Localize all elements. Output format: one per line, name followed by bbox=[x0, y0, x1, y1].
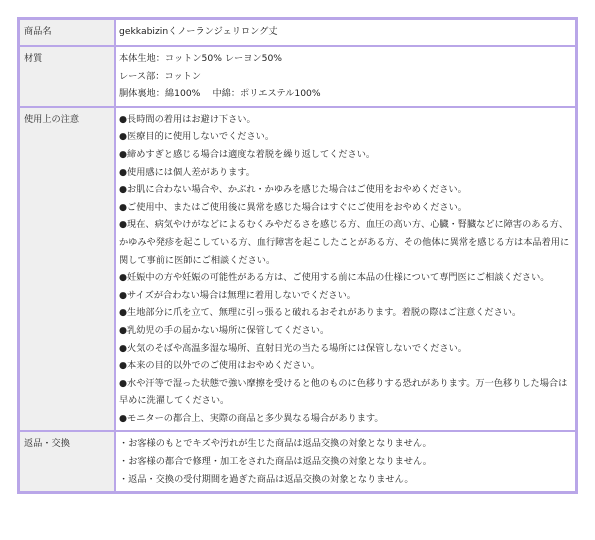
caution-item: ●お肌に合わない場合や、かぶれ・かゆみを感じた場合はご使用をおやめください。 bbox=[119, 184, 467, 196]
label-cautions: 使用上の注意 bbox=[19, 107, 115, 432]
value-material bbox=[115, 46, 576, 107]
label-material: 材質 bbox=[19, 46, 115, 107]
product-spec-table bbox=[17, 17, 578, 494]
value-cautions bbox=[115, 107, 576, 432]
caution-item: ●水や汗等で湿った状態で強い摩擦を受けると他のものに色移りする恐れがあります。万一色移りした場合は早めに洗濯してください。 bbox=[119, 377, 568, 407]
caution-item: ●使用感には個人差があります。 bbox=[119, 166, 255, 178]
material-line: 胴体裏地：綿100% 中綿：ポリエステル100% bbox=[119, 88, 321, 100]
row-product-name bbox=[19, 19, 576, 46]
value-product-name bbox=[115, 19, 576, 46]
caution-item: ●乳幼児の手の届かない場所に保管してください。 bbox=[119, 324, 330, 336]
caution-item: ●モニターの都合上、実際の商品と多少異なる場合があります。 bbox=[119, 412, 384, 424]
row-material bbox=[19, 46, 576, 107]
caution-item: ●現在、病気やけがなどによるむくみやだるさを感じる方、血圧の高い方、心臓・腎臓などに障害のある方、かゆみや発疹を起こしている方、血行障害を起こしたことがある方、その他体に異常を感じる方は本品着用に関して事前に医師にご相談ください。 bbox=[119, 219, 570, 266]
row-returns bbox=[19, 431, 576, 492]
caution-item: ●締めすぎと感じる場合は適度な着脱を繰り返してください。 bbox=[119, 148, 376, 160]
caution-item: ●妊娠中の方や妊娠の可能性がある方は、ご使用する前に本品の仕様について専門医にご相談ください。 bbox=[119, 272, 550, 284]
label-product-name: 商品名 bbox=[19, 19, 115, 46]
material-line: レース部：コットン bbox=[119, 70, 202, 82]
returns-item: ・返品・交換の受付期間を過ぎた商品は返品交換の対象となりません。 bbox=[119, 473, 414, 485]
material-line: 本体生地：コットン50% レーヨン50% bbox=[119, 53, 283, 64]
product-name-text: gekkabizinくノーランジェリロング丈 bbox=[119, 26, 278, 37]
returns-item: ・お客様のもとでキズや汚れが生じた商品は返品交換の対象となりません。 bbox=[119, 438, 432, 450]
value-returns bbox=[115, 431, 576, 492]
row-cautions bbox=[19, 107, 576, 432]
caution-item: ●医療目的に使用しないでください。 bbox=[119, 131, 275, 143]
caution-item: ●長時間の着用はお避け下さい。 bbox=[119, 113, 256, 125]
label-returns: 返品・交換 bbox=[19, 431, 115, 492]
caution-item: ●ご使用中、またはご使用後に異常を感じた場合はすぐにご使用をおやめください。 bbox=[119, 201, 467, 213]
caution-item: ●サイズが合わない場合は無理に着用しないでください。 bbox=[119, 289, 356, 301]
caution-item: ●生地部分に爪を立て、無理に引っ張ると破れるおそれがあります。着脱の際はご注意ください。 bbox=[119, 307, 522, 319]
caution-item: ●本来の目的以外でのご使用はおやめください。 bbox=[119, 360, 320, 372]
returns-item: ・お客様の都合で修理・加工をされた商品は返品交換の対象となりません。 bbox=[119, 456, 432, 468]
caution-item: ●火気のそばや高温多湿な場所、直射日光の当たる場所には保管しないでください。 bbox=[119, 342, 467, 354]
